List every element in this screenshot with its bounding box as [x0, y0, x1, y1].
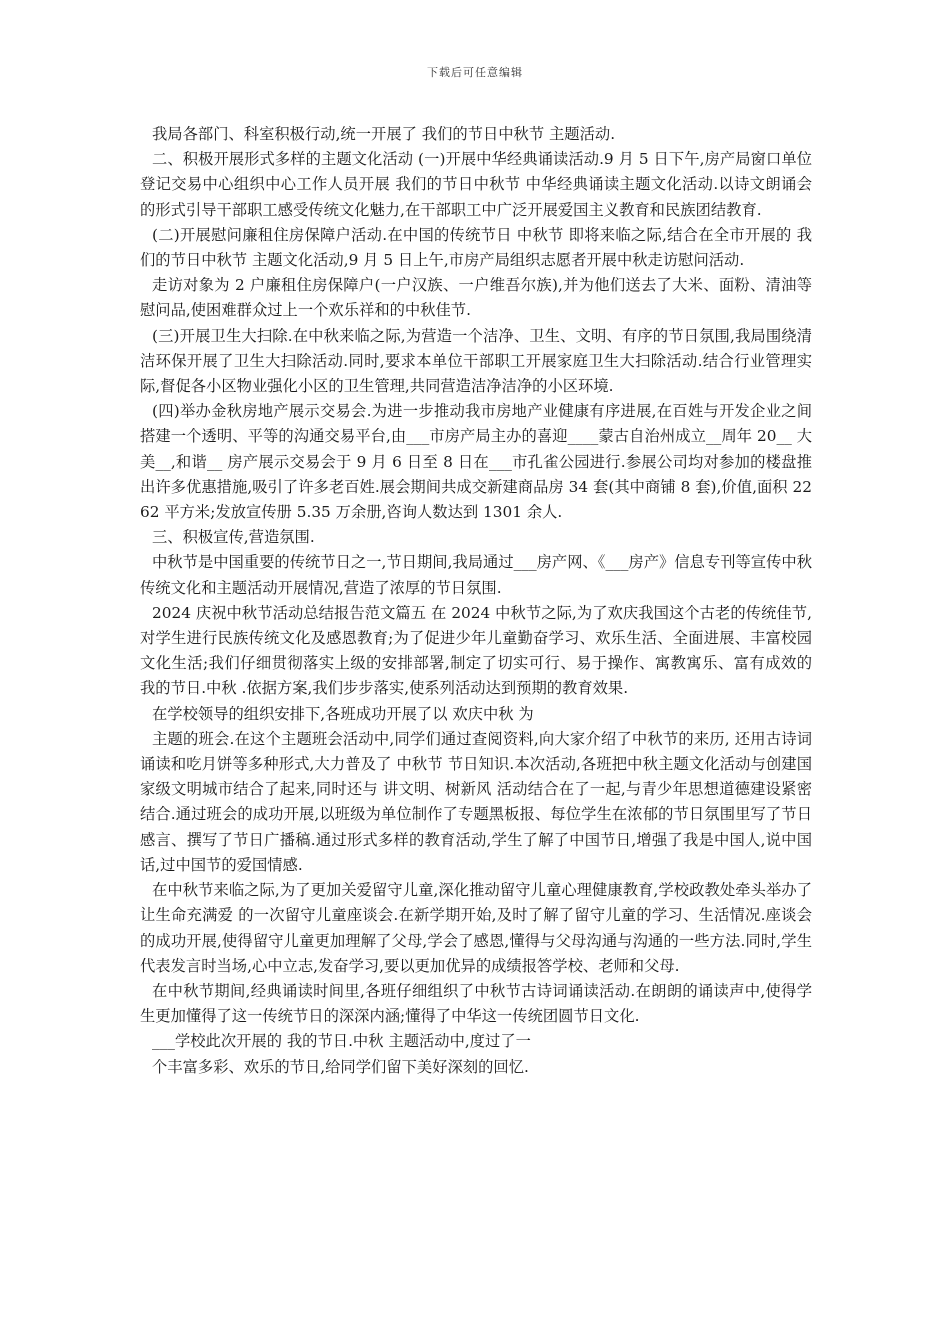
paragraph: 走访对象为 2 户廉租住房保障户(一户汉族、一户维吾尔族),并为他们送去了大米、面粉、清油等慰问品,使困难群众过上一个欢乐祥和的中秋佳节.: [140, 276, 812, 320]
paragraph: (三)开展卫生大扫除.在中秋来临之际,为营造一个洁净、卫生、文明、有序的节日氛围,我局围绕清洁环保开展了卫生大扫除活动.同时,要求本单位干部职工开展家庭卫生大扫除活动.结合行业管理实际,督促各小区物业强化小区的卫生管理,共同营造洁净洁净的小区环境.: [140, 326, 812, 396]
paragraph: 中秋节是中国重要的传统节日之一,节日期间,我局通过___房产网、《___房产》信息专刊等宣传中秋传统文化和主题活动开展情况,营造了浓厚的节日氛围.: [140, 553, 812, 597]
paragraph: ___学校此次开展的 我的节日.中秋 主题活动中,度过了一: [152, 1032, 531, 1051]
paragraph: 在中秋节来临之际,为了更加关爱留守儿童,深化推动留守儿童心理健康教育,学校政教处牵头举办了 让生命充满爱 的一次留守儿童座谈会.在新学期开始,及时了解了留守儿童的学习、生活情况.座谈会的成功开展,使得留守儿童更加理解了父母,学会了感恩,懂得与父母沟通与沟通的一些方法.同时,学生代表发言时当场,心中立志,发奋学习,要以更加优异的成绩报答学校、老师和父母.: [140, 881, 812, 975]
paragraph: (二)开展慰问廉租住房保障户活动.在中国的传统节日 中秋节 即将来临之际,结合在全市开展的 我们的节日中秋节 主题文化活动,9 月 5 日上午,市房产局组织志愿者开展中秋走访慰问活动.: [140, 225, 812, 270]
page-header-note: 下载后可任意编辑: [427, 66, 523, 79]
paragraph: 个丰富多彩、欢乐的节日,给同学们留下美好深刻的回忆.: [152, 1057, 529, 1076]
paragraph: 我局各部门、科室积极行动,统一开展了 我们的节日中秋节 主题活动.: [152, 125, 616, 143]
paragraph: 主题的班会.在这个主题班会活动中,同学们通过查阅资料,向大家介绍了中秋节的来历, 还用古诗词诵读和吃月饼等多种形式,大力普及了 中秋节 节日知识.本次活动,各班把中秋主题文化活动与创建国家级文明城市结合了起来,同时还与 讲文明、树新风 活动结合在了一起,与青少年思想道德建设紧密结合.通过班会的成功开展,以班级为单位制作了专题黑板报、每位学生在浓郁的节日氛围里写了节日感言、撰写了节日广播稿.通过形式多样的教育活动,学生了解了中国节日,增强了我是中国人,说中国话,过中国节的爱国情感.: [140, 729, 812, 874]
paragraph: (四)举办金秋房地产展示交易会.为进一步推动我市房地产业健康有序进展,在百姓与开发企业之间搭建一个透明、平等的沟通交易平台,由___市房产局主办的喜迎____蒙古自治州成立__周年 20__ 大美__,和谐__ 房产展示交易会于 9 月 6 日至 8 日在___市孔雀公园进行.参展公司均对参加的楼盘推出许多优惠措施,吸引了许多老百姓.展会期间共成交新建商品房 34 套(其中商铺 8 套),价值,面积 2262 平方米;发放宣传册 5.35 万余册,咨询人数达到 1301 余人.: [140, 402, 812, 522]
paragraph: 在中秋节期间,经典诵读时间里,各班仔细组织了中秋节古诗词诵读活动.在朗朗的诵读声中,使得学生更加懂得了这一传统节日的深深内涵;懂得了中华这一传统团圆节日文化.: [140, 981, 812, 1026]
paragraph: 2024 庆祝中秋节活动总结报告范文篇五 在 2024 中秋节之际,为了欢庆我国这个古老的传统佳节,对学生进行民族传统文化及感恩教育;为了促进少年儿童勤奋学习、欢乐生活、全面进展、丰富校园文化生活;我们仔细贯彻落实上级的安排部署,制定了切实可行、易于操作、寓教寓乐、富有成效的 我的节日.中秋 .依据方案,我们步步落实,使系列活动达到预期的教育效果.: [140, 603, 812, 698]
section-heading: 三、积极宣传,营造氛围.: [152, 528, 315, 547]
paragraph: 二、积极开展形式多样的主题文化活动 (一)开展中华经典诵读活动.9 月 5 日下午,房产局窗口单位登记交易中心组织中心工作人员开展 我们的节日中秋节 中华经典诵读主题文化活动.以诗文朗诵会的形式引导干部职工感受传统文化魅力,在干部职工中广泛开展爱国主义教育和民族团结教育.: [140, 150, 812, 219]
paragraph: 在学校领导的组织安排下,各班成功开展了以 欢庆中秋 为: [152, 704, 534, 723]
document-body: [140, 122, 812, 1080]
